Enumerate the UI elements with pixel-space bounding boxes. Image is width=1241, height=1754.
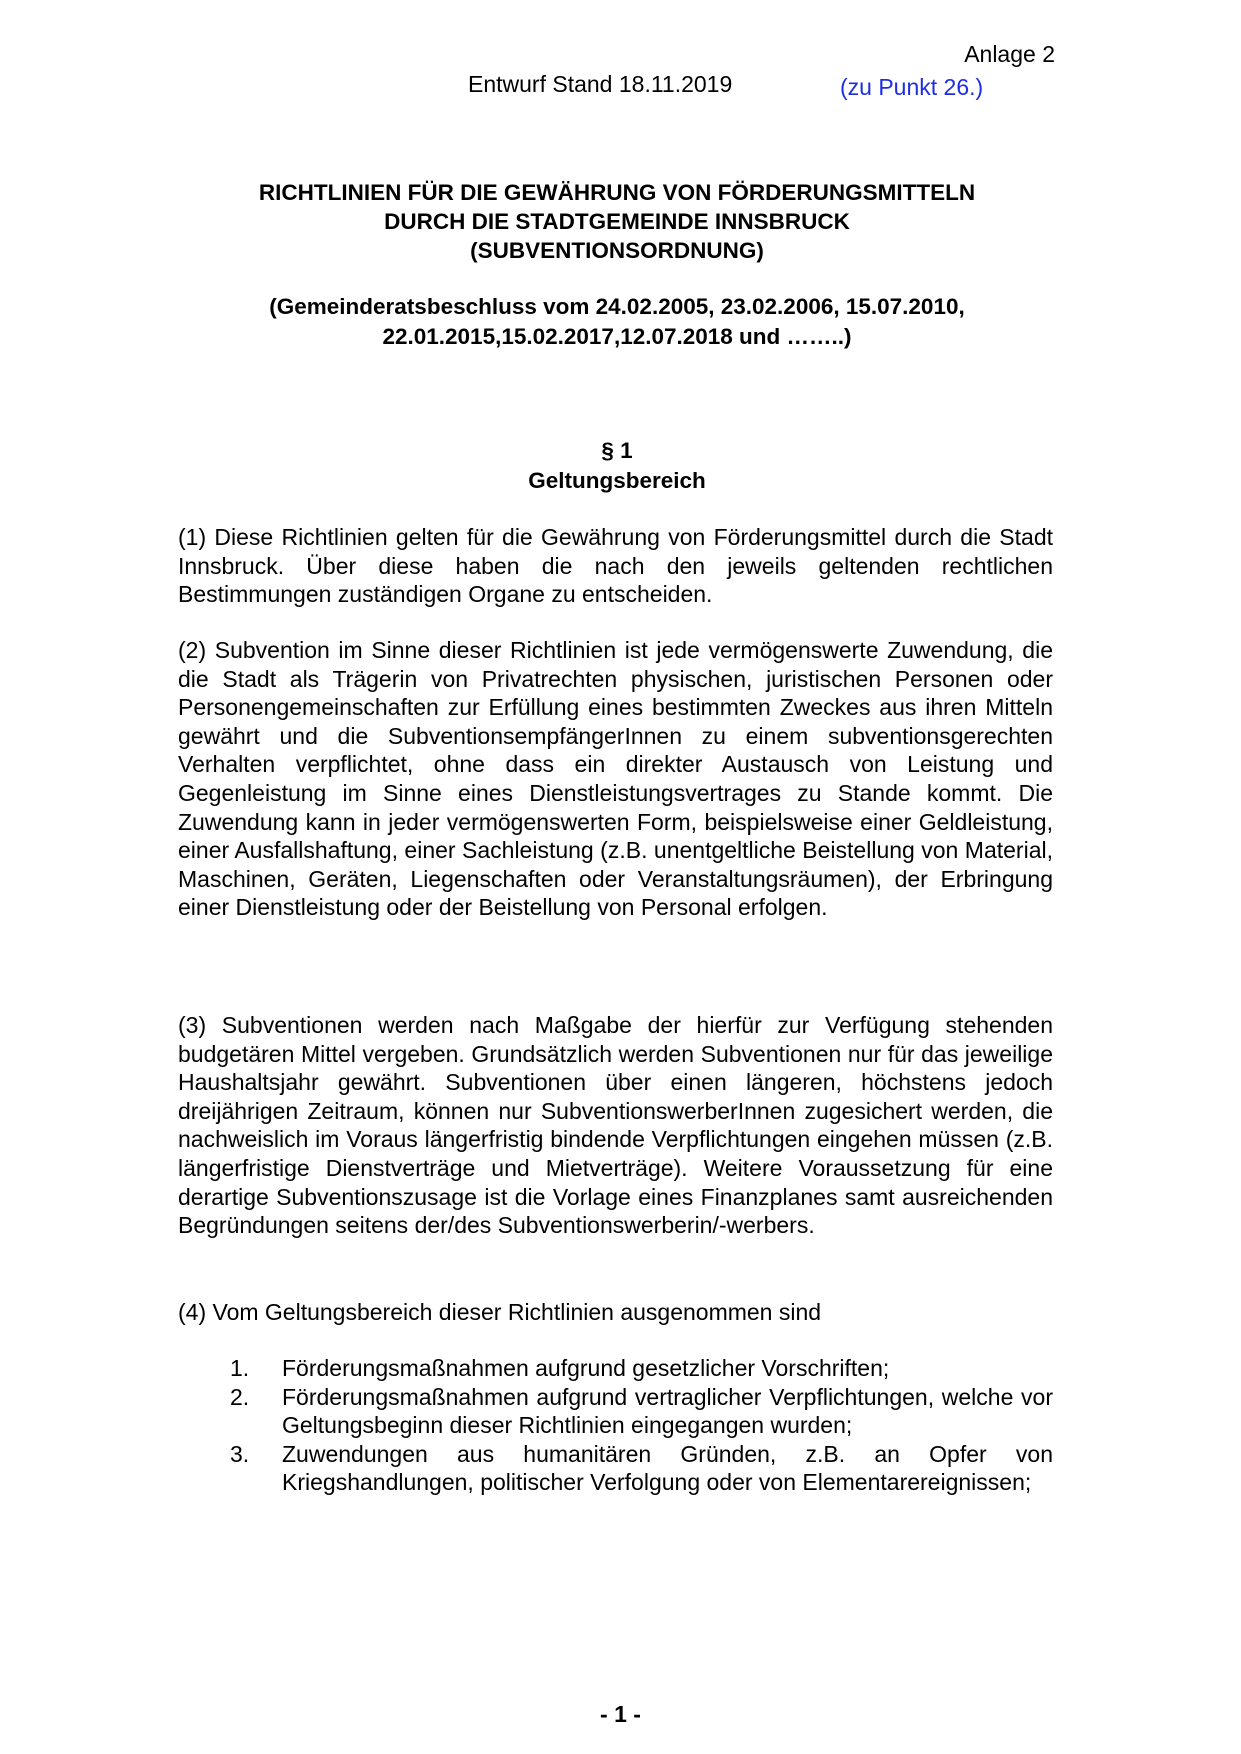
section-header xyxy=(177,436,1057,496)
list-item-text: Förderungsmaßnahmen aufgrund vertraglicher Verpflichtungen, welche vor Geltungsbeginn dieser Richtlinien eingegangen wurden; xyxy=(282,1383,1053,1439)
list-item xyxy=(230,1440,1053,1497)
list-item-text: Förderungsmaßnahmen aufgrund gesetzlicher Vorschriften; xyxy=(282,1355,890,1381)
resolution-line-1: (Gemeinderatsbeschluss vom 24.02.2005, 23.02.2006, 15.07.2010, xyxy=(269,294,965,319)
list-item-number: 1. xyxy=(230,1355,250,1381)
agenda-item-reference: (zu Punkt 26.) xyxy=(840,74,984,100)
section-heading: Geltungsbereich xyxy=(528,468,706,493)
title-line-1: RICHTLINIEN FÜR DIE GEWÄHRUNG VON FÖRDERUNGSMITTELN xyxy=(258,180,976,205)
title-line-2: DURCH DIE STADTGEMEINDE INNSBRUCK xyxy=(384,209,850,234)
paragraph-4: (4) Vom Geltungsbereich dieser Richtlinien ausgenommen sind xyxy=(178,1299,822,1325)
paragraph-3: (3) Subventionen werden nach Maßgabe der hierfür zur Verfügung stehenden budgetären Mittel vergeben. Grundsätzlich werden Subventionen nur für das jeweilige Haushaltsjahr gewährt. Subventionen über einen längeren, höchstens jedoch dreijährigen Zeitraum, können nur SubventionswerberInnen zugesichert werden, die nachweislich im Voraus längerfristig bindende Verpflichtungen eingehen müssen (z.B. längerfristige Dienstverträge und Mietverträge). Weitere Voraussetzung für eine derartige Subventionszusage ist die Vorlage eines Finanzplanes samt ausreichenden Begründungen seitens der/des Subventionswerberin/-werbers. xyxy=(178,1012,1053,1239)
list-item xyxy=(230,1383,1053,1440)
attachment-label: Anlage 2 xyxy=(964,41,1055,67)
council-resolution-dates xyxy=(177,292,1057,352)
page-number: - 1 - xyxy=(600,1701,641,1727)
exclusions-list xyxy=(230,1354,1053,1497)
document-title xyxy=(177,178,1057,265)
resolution-line-2: 22.01.2015,15.02.2017,12.07.2018 und ……..) xyxy=(382,324,852,349)
list-item-text: Zuwendungen aus humanitären Gründen, z.B. an Opfer von Kriegshandlungen, politischer Verfolgung oder von Elementarereignissen; xyxy=(282,1440,1053,1496)
paragraph-1: (1) Diese Richtlinien gelten für die Gewährung von Förderungsmittel durch die Stadt Innsbruck. Über diese haben die nach den jeweils geltenden rechtlichen Bestimmungen zuständigen Organe zu entscheiden. xyxy=(178,524,1053,608)
title-line-3: (SUBVENTIONSORDNUNG) xyxy=(470,238,764,263)
draft-date: Entwurf Stand 18.11.2019 xyxy=(468,71,733,97)
list-item-number: 2. xyxy=(230,1383,250,1410)
paragraph-2: (2) Subvention im Sinne dieser Richtlinien ist jede vermögenswerte Zuwendung, die die Stadt als Trägerin von Privatrechten physischen, juristischen Personen oder Personengemeinschaften zur Erfüllung eines bestimmten Zweckes aus ihren Mitteln gewährt und die SubventionsempfängerInnen zu einem subventionsgerechten Verhalten verpflichtet, ohne dass ein direkter Austausch von Leistung und Gegenleistung im Sinne eines Dienstleistungsvertrages zu Stande kommt. Die Zuwendung kann in jeder vermögenswerten Form, beispielsweise einer Geldleistung, einer Ausfallshaftung, einer Sachleistung (z.B. unentgeltliche Beistellung von Material, Maschinen, Geräten, Liegenschaften oder Veranstaltungsräumen), der Erbringung einer Dienstleistung oder der Beistellung von Personal erfolgen. xyxy=(178,637,1053,921)
section-number: § 1 xyxy=(601,438,633,463)
list-item xyxy=(230,1354,1053,1383)
list-item-number: 3. xyxy=(230,1440,250,1467)
